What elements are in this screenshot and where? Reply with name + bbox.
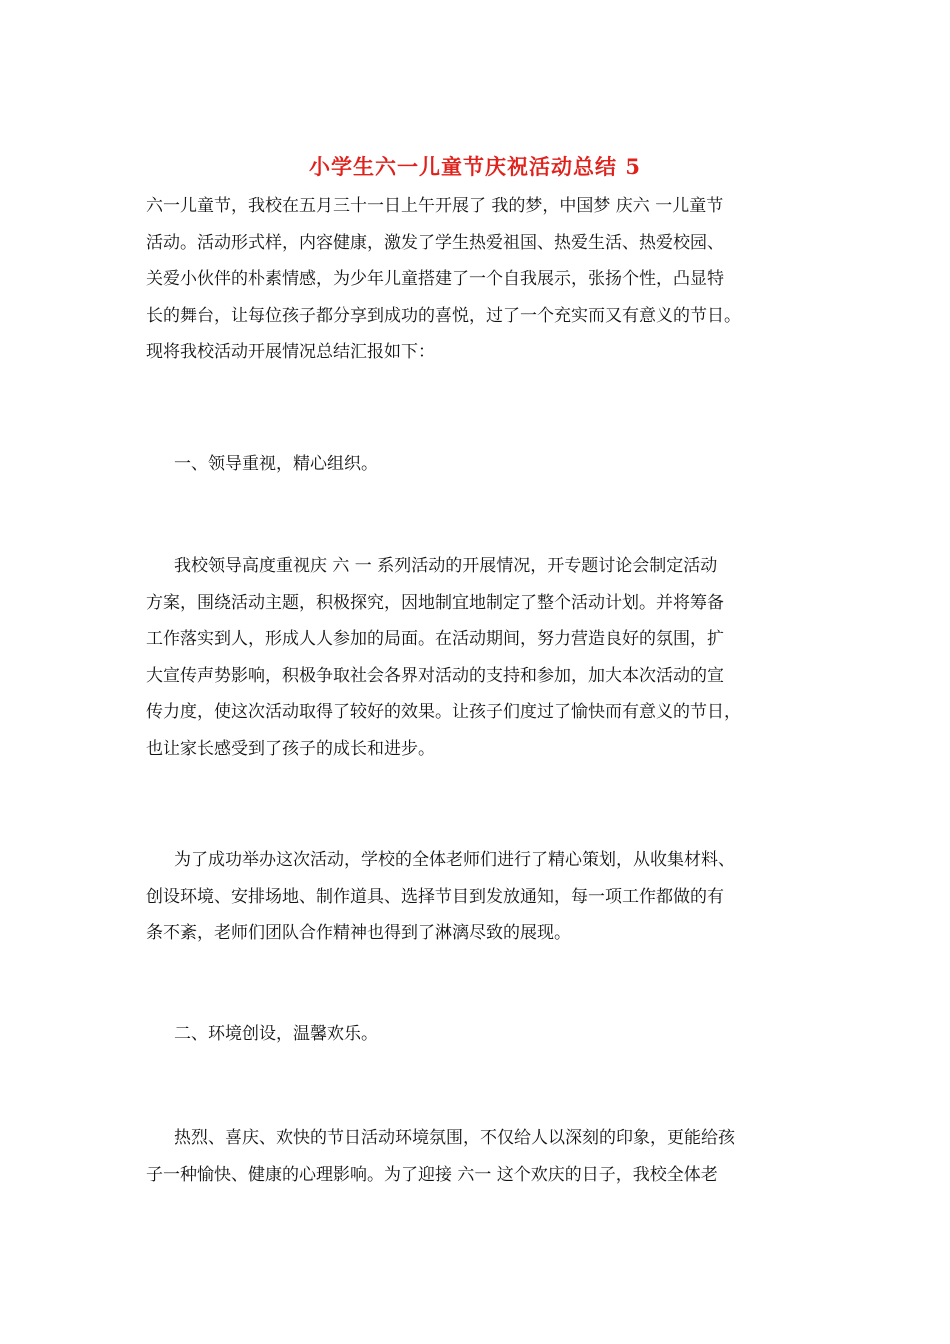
text-line: 条不紊，老师们团队合作精神也得到了淋漓尽致的展现。 <box>146 923 571 943</box>
text-line: 创设环境、安排场地、制作道具、选择节目到发放通知，每一项工作都做的有 <box>146 886 724 907</box>
text-line: 关爱小伙伴的朴素情感，为少年儿童搭建了一个自我展示，张扬个性，凸显特 <box>146 269 724 289</box>
intro-paragraph <box>146 188 806 371</box>
section-heading-1 <box>146 446 806 483</box>
text-line: 为了成功举办这次活动，学校的全体老师们进行了精心策划，从收集材料、 <box>174 850 735 870</box>
paragraph-3 <box>146 842 806 952</box>
text-line: 方案，围绕活动主题，积极探究，因地制宜地制定了整个活动计划。并将筹备 <box>146 592 724 613</box>
text-line: 活动。活动形式样，内容健康，激发了学生热爱祖国、热爱生活、热爱校园、 <box>146 232 724 253</box>
section-heading-2 <box>146 1016 806 1053</box>
text-line: 热烈、喜庆、欢快的节日活动环境氛围，不仅给人以深刻的印象，更能给孩 <box>174 1128 735 1148</box>
text-line: 六一儿童节，我校在五月三十一日上午开展了 我的梦，中国梦 庆六 一儿童节 <box>146 196 724 216</box>
heading-text: 一、领导重视，精心组织。 <box>174 454 378 474</box>
text-line: 我校领导高度重视庆 六 一 系列活动的开展情况，开专题讨论会制定活动 <box>174 556 718 576</box>
heading-text: 二、环境创设，温馨欢乐。 <box>174 1024 378 1044</box>
paragraph-2 <box>146 548 806 767</box>
text-line: 大宣传声势影响，积极争取社会各界对活动的支持和参加，加大本次活动的宣 <box>146 665 724 686</box>
text-line: 子一种愉快、健康的心理影响。为了迎接 六一 这个欢庆的日子，我校全体老 <box>146 1164 718 1185</box>
document-title: 小学生六一儿童节庆祝活动总结 5 <box>309 154 641 179</box>
text-line: 也让家长感受到了孩子的成长和进步。 <box>146 738 435 759</box>
text-line: 长的舞台，让每位孩子都分享到成功的喜悦，过了一个充实而又有意义的节日。 <box>146 305 741 326</box>
paragraph-4 <box>146 1120 806 1193</box>
text-line: 传力度，使这次活动取得了较好的效果。让孩子们度过了愉快而有意义的节日， <box>146 702 741 722</box>
text-line: 工作落实到人，形成人人参加的局面。在活动期间，努力营造良好的氛围，扩 <box>146 629 724 649</box>
text-line: 现将我校活动开展情况总结汇报如下： <box>146 342 435 362</box>
